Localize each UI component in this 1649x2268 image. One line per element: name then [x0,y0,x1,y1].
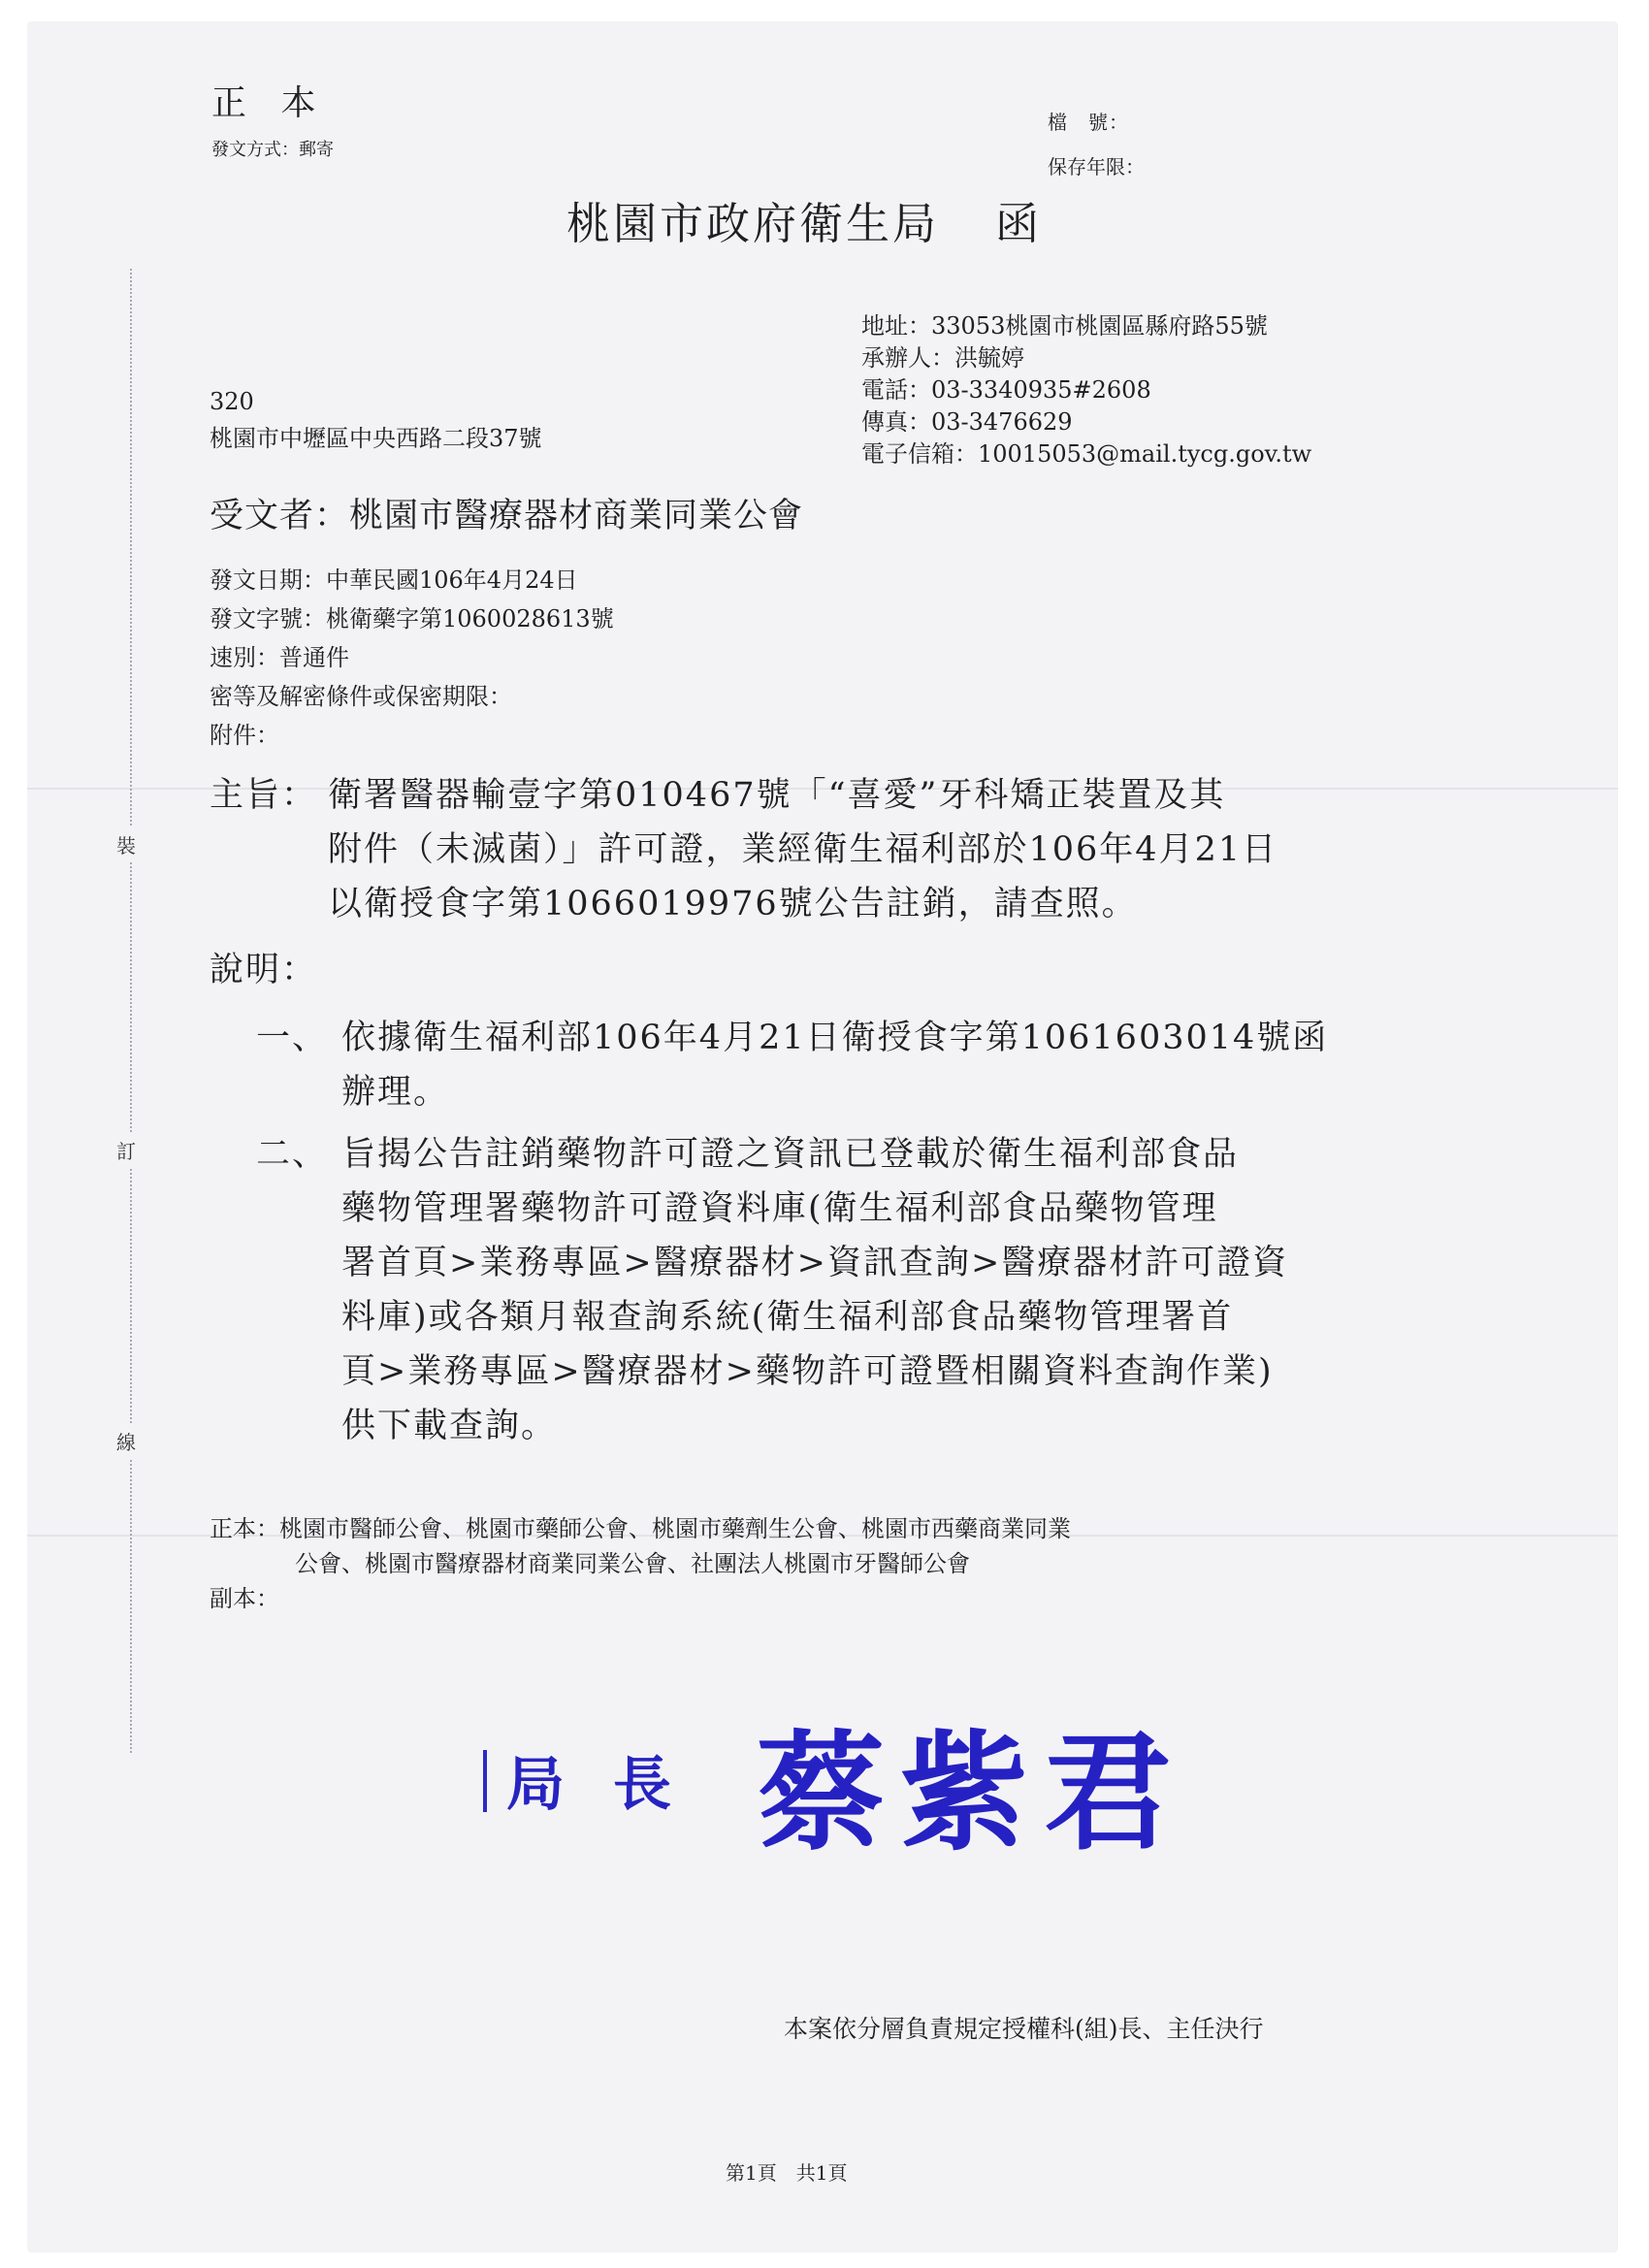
send-method: 發文方式：郵寄 [211,140,334,160]
copy-recipients: 副本： [210,1585,279,1612]
binding-line [130,269,132,1753]
explanation-line: 藥物管理署藥物許可證資料庫(衛生福利部食品藥物管理 [341,1189,1218,1228]
distribution-list [210,1511,1071,1616]
secrecy-level: 密等及解密條件或保密期限： [210,683,512,710]
speed-class: 速別：普通件 [210,644,349,671]
recipient-address: 桃園市中壢區中央西路二段37號 [210,425,542,452]
explanation-line: 頁>業務專區>醫療器材>藥物許可證暨相關資料查詢作業) [341,1352,1274,1391]
retention-label: 保存年限： [1048,155,1145,178]
signatory-title-stamp: 局長 [506,1751,720,1819]
phone: 電話：03-3340935#2608 [861,376,1151,404]
copy-label: 正 本 [211,83,328,123]
binding-char-zhuang: 裝 [116,826,136,862]
sender-contact-block [861,310,1311,470]
delegation-note: 本案依分層負責規定授權科(組)長、主任決行 [784,2015,1264,2043]
subject-text [328,768,1277,931]
handler: 承辦人：洪毓婷 [861,344,1024,372]
binding-char-xian: 線 [116,1423,136,1459]
subject-label: 主旨： [210,776,318,815]
original-recipients-cont: 公會、桃園市醫療器材商業同業公會、社團法人桃園市牙醫師公會 [295,1550,970,1577]
page-number: 第1頁 共1頁 [726,2161,848,2185]
document-meta [210,561,614,755]
binding-char-ding: 訂 [116,1132,136,1168]
explanation-line: 供下載查詢。 [341,1407,558,1445]
explanation-line: 料庫)或各類月報查詢系統(衛生福利部食品藥物管理署首 [341,1298,1234,1337]
agency-name: 桃園市政府衛生局 [566,198,940,249]
recipient-zip: 320 [210,388,254,415]
sender-address: 地址：33053桃園市桃園區縣府路55號 [861,312,1268,340]
subject-line: 以衛授食字第1066019976號公告註銷，請查照。 [328,885,1138,923]
recipient: 受文者：桃園市醫療器材商業同業公會 [210,497,804,535]
document-page [27,21,1618,2252]
reference-number: 發文字號：桃衛藥字第1060028613號 [210,605,614,632]
fax: 傳真：03-3476629 [861,408,1073,436]
explanation-item-marker: 一、 [256,1019,329,1057]
signatory-name-stamp: 蔡紫君 [757,1718,1187,1868]
issue-date: 發文日期：中華民國106年4月24日 [210,567,578,594]
archive-no-label: 檔 號： [1048,111,1129,134]
subject-line: 衛署醫器輸壹字第010467號「“喜愛”牙科矯正裝置及其 [328,776,1226,815]
explanation-item-1 [341,1011,1328,1119]
email: 電子信箱：10015053@mail.tycg.gov.tw [861,440,1312,468]
document-type: 函 [995,198,1043,249]
explanation-line: 署首頁>業務專區>醫療器材>資訊查詢>醫療器材許可證資 [341,1244,1289,1282]
stamp-mark [483,1750,487,1812]
explanation-line: 依據衛生福利部106年4月21日衛授食字第1061603014號函 [341,1019,1329,1057]
attachment: 附件： [210,722,279,749]
document-title [566,188,1042,251]
explanation-line: 辦理。 [341,1073,450,1112]
subject-line: 附件（未滅菌）」許可證，業經衛生福利部於106年4月21日 [328,830,1278,869]
original-recipients: 正本：桃園市醫師公會、桃園市藥師公會、桃園市藥劑生公會、桃園市西藥商業同業 [210,1515,1071,1542]
explanation-item-2 [341,1127,1288,1453]
explanation-item-marker: 二、 [256,1135,329,1174]
explanation-label: 說明： [210,951,318,989]
explanation-line: 旨揭公告註銷藥物許可證之資訊已登載於衛生福利部食品 [341,1135,1240,1174]
